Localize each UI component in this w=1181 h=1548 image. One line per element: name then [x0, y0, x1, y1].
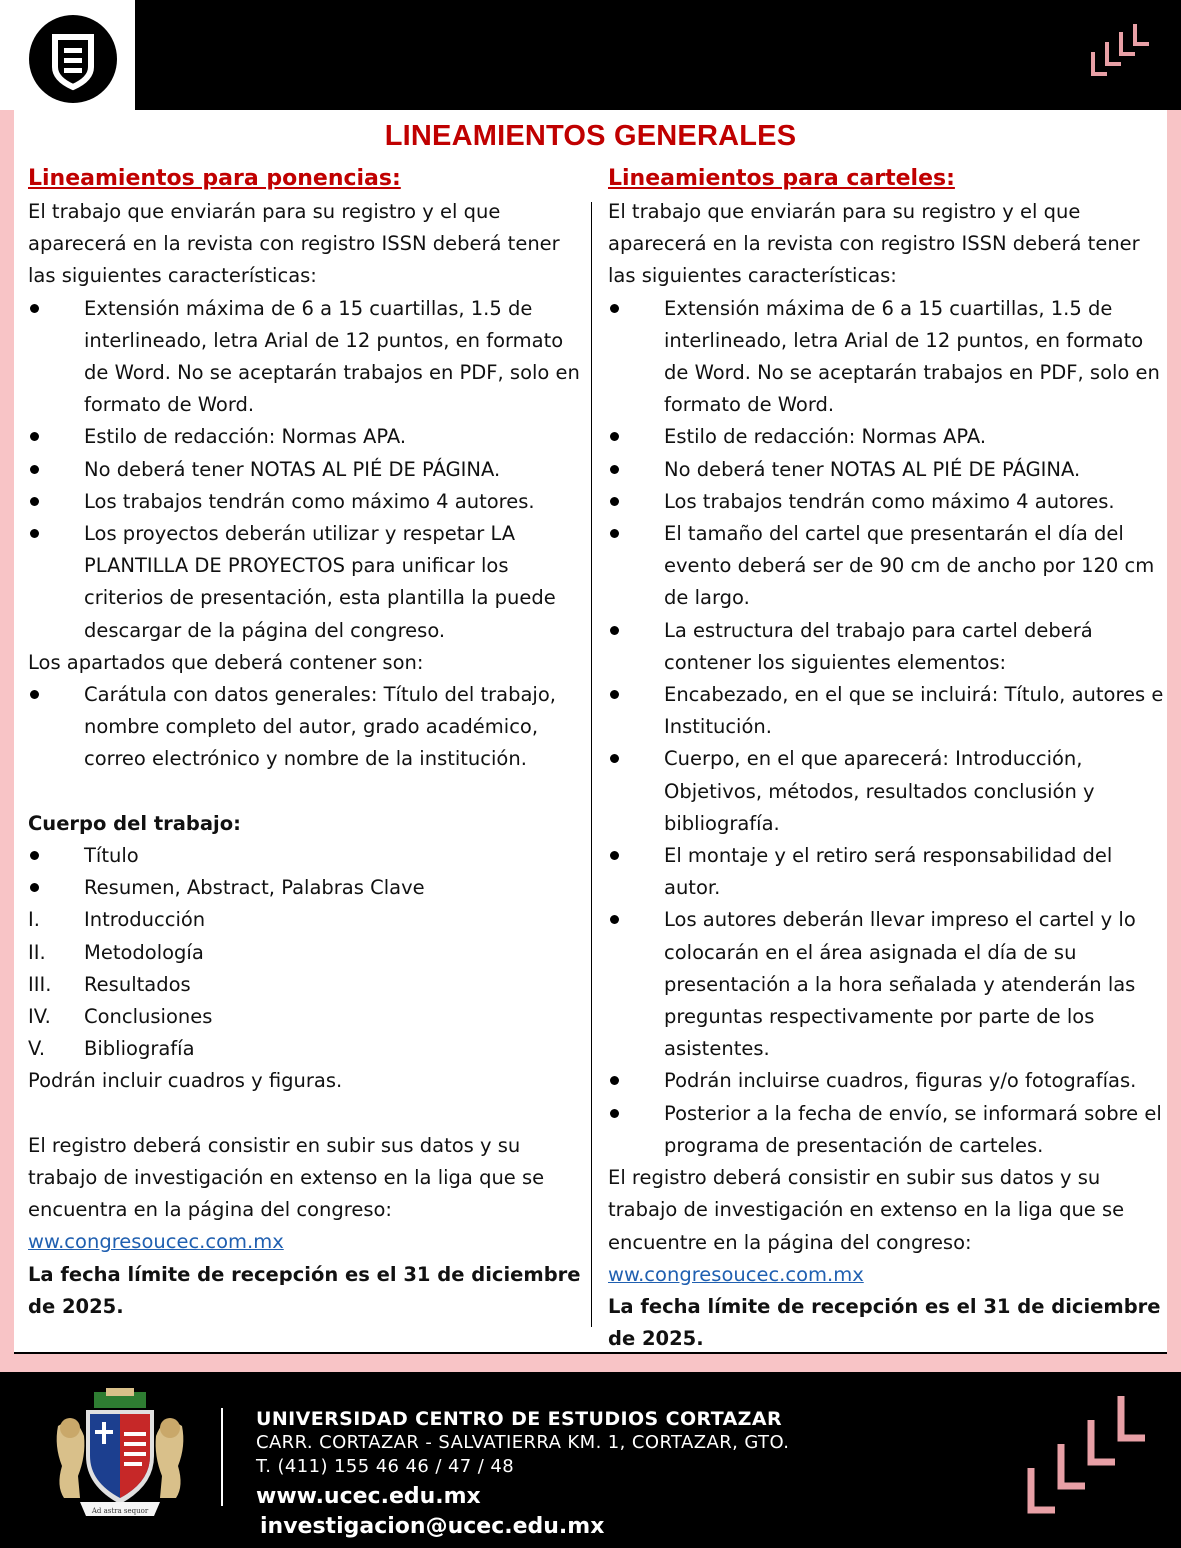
numbered-item — [28, 1001, 583, 1033]
list-item — [28, 454, 583, 486]
university-address: CARR. CORTAZAR - SALVATIERRA KM. 1, CORTAZAR, GTO. — [256, 1432, 790, 1453]
list-item-text: La estructura del trabajo para cartel deberá contener los siguientes elementos: — [664, 618, 1093, 674]
bullet-icon — [28, 679, 68, 711]
list-item — [28, 872, 583, 904]
numbered-marker: II. — [28, 940, 46, 964]
apartados-bullet-list — [28, 679, 583, 776]
ponencias-bullet-list — [28, 293, 583, 647]
list-item — [608, 1065, 1167, 1097]
list-item-text: Metodología — [84, 940, 204, 964]
list-item-text: Bibliografía — [84, 1037, 195, 1061]
list-item-text: Resultados — [84, 972, 191, 996]
column-divider — [591, 202, 592, 1327]
list-item — [28, 679, 583, 776]
document-page — [14, 110, 1167, 1353]
list-item-text: Encabezado, en el que se incluirá: Título, autores e Institución. — [664, 683, 1164, 739]
bullet-icon — [28, 454, 68, 486]
carteles-deadline: La fecha límite de recepción es el 31 de diciembre de 2025. — [608, 1294, 1161, 1351]
numbered-item — [28, 937, 583, 969]
cuerpo-numbered-list — [28, 904, 583, 1065]
list-item — [608, 743, 1167, 840]
bullet-icon — [28, 840, 68, 872]
list-item-text: Extensión máxima de 6 a 15 cuartillas, 1.5 de interlineado, letra Arial de 12 puntos, en formato de Word. No se aceptarán trabajos en PDF, solo en formato de Word. — [84, 296, 580, 417]
list-item-text: Resumen, Abstract, Palabras Clave — [84, 876, 425, 900]
list-item-text: Introducción — [84, 908, 206, 932]
bullet-icon — [608, 454, 648, 486]
bullet-icon — [608, 486, 648, 518]
list-item — [608, 454, 1167, 486]
list-item-text: Título — [84, 844, 139, 868]
university-email[interactable]: investigacion@ucec.edu.mx — [260, 1514, 605, 1539]
stairs-chevron-icon — [1089, 22, 1151, 80]
list-item-text: El montaje y el retiro será responsabilidad del autor. — [664, 844, 1113, 900]
carteles-column — [608, 162, 1167, 1353]
cuerpo-heading: Cuerpo del trabajo: — [28, 811, 241, 835]
bullet-icon — [608, 518, 648, 550]
numbered-marker: I. — [28, 908, 40, 932]
page-title: LINEAMIENTOS GENERALES — [384, 120, 797, 152]
numbered-marker: V. — [28, 1037, 46, 1061]
list-item-text: No deberá tener NOTAS AL PIÉ DE PÁGINA. — [664, 457, 1081, 481]
list-item — [608, 904, 1167, 1065]
pink-band — [0, 1354, 1181, 1372]
list-item — [608, 840, 1167, 904]
numbered-marker: IV. — [28, 1005, 51, 1029]
bullet-icon — [608, 840, 648, 872]
ponencias-deadline: La fecha límite de recepción es el 31 de diciembre de 2025. — [28, 1262, 581, 1318]
list-item — [608, 1098, 1167, 1162]
bullet-icon — [608, 421, 648, 453]
carteles-congress-link[interactable]: ww.congresoucec.com.mx — [608, 1262, 864, 1286]
bullet-icon — [608, 615, 648, 647]
numbered-item — [28, 969, 583, 1001]
apartados-intro: Los apartados que deberá contener son: — [28, 650, 424, 674]
figuras-note: Podrán incluir cuadros y figuras. — [28, 1069, 343, 1093]
bullet-icon — [28, 872, 68, 904]
bullet-icon — [28, 486, 68, 518]
list-item-text: Conclusiones — [84, 1005, 213, 1029]
university-phone: T. (411) 155 46 46 / 47 / 48 — [256, 1456, 515, 1477]
list-item — [608, 486, 1167, 518]
list-item-text: Podrán incluirse cuadros, figuras y/o fotografías. — [664, 1069, 1137, 1093]
list-item-text: Carátula con datos generales: Título del trabajo, nombre completo del autor, grado académico, correo electrónico y nombre de la institución. — [84, 683, 556, 771]
ponencias-column — [28, 162, 583, 1323]
list-item-text: El tamaño del cartel que presentarán el día del evento deberá ser de 90 cm de ancho por 120 cm de largo. — [664, 522, 1155, 610]
list-item — [608, 679, 1167, 743]
list-item — [28, 486, 583, 518]
list-item-text: Los trabajos tendrán como máximo 4 autores. — [664, 489, 1115, 513]
bullet-icon — [28, 421, 68, 453]
numbered-marker: III. — [28, 972, 52, 996]
bullet-icon — [28, 293, 68, 325]
university-crest-icon — [50, 1386, 190, 1526]
shield-document-icon — [27, 15, 119, 103]
logo-area — [0, 0, 135, 110]
carteles-bullet-list — [608, 293, 1167, 1162]
numbered-item — [28, 904, 583, 936]
stairs-chevron-icon — [1021, 1388, 1161, 1518]
footer — [0, 1372, 1181, 1548]
list-item-text: Los trabajos tendrán como máximo 4 autores. — [84, 489, 535, 513]
list-item-text: Estilo de redacción: Normas APA. — [664, 425, 987, 449]
list-item — [608, 421, 1167, 453]
list-item-text: Cuerpo, en el que aparecerá: Introducción, Objetivos, métodos, resultados conclusión y bibliografía. — [664, 747, 1095, 835]
bullet-icon — [608, 1065, 648, 1097]
ponencias-heading: Lineamientos para ponencias: — [28, 166, 401, 191]
university-name: UNIVERSIDAD CENTRO DE ESTUDIOS CORTAZAR — [256, 1408, 782, 1430]
bullet-icon — [608, 743, 648, 775]
carteles-heading: Lineamientos para carteles: — [608, 166, 955, 191]
list-item — [28, 421, 583, 453]
bullet-icon — [608, 679, 648, 711]
list-item — [28, 293, 583, 422]
footer-contact — [256, 1408, 789, 1541]
list-item-text: Extensión máxima de 6 a 15 cuartillas, 1.5 de interlineado, letra Arial de 12 puntos, en formato de Word. No se aceptarán trabajos en PDF, solo en formato de Word. — [664, 296, 1160, 417]
pink-margin-left — [0, 110, 14, 1372]
ponencias-congress-link[interactable]: ww.congresoucec.com.mx — [28, 1230, 284, 1254]
header-bar — [0, 0, 1181, 110]
footer-divider — [221, 1408, 223, 1506]
list-item — [608, 293, 1167, 422]
bullet-icon — [28, 518, 68, 550]
bullet-icon — [608, 293, 648, 325]
list-item-text: Los autores deberán llevar impreso el cartel y lo colocarán en el área asignada el día de su presentación a la hora señalada y atenderán las preguntas respectivamente por parte de los asistentes. — [664, 908, 1136, 1061]
crest-motto: Ad astra sequor — [91, 1507, 149, 1515]
list-item — [608, 518, 1167, 615]
bullet-icon — [608, 1098, 648, 1130]
list-item — [608, 615, 1167, 679]
numbered-item — [28, 1033, 583, 1065]
carteles-registro: El registro deberá consistir en subir sus datos y su trabajo de investigación en extenso en la liga que se encuentre en la página del congreso: — [608, 1166, 1125, 1254]
ponencias-intro: El trabajo que enviarán para su registro y el que aparecerá en la revista con registro ISSN deberá tener las siguientes características: — [28, 200, 560, 288]
list-item-text: Los proyectos deberán utilizar y respetar LA PLANTILLA DE PROYECTOS para unificar los criterios de presentación, esta plantilla la puede descargar de la página del congreso. — [84, 522, 556, 642]
list-item — [28, 840, 583, 872]
list-item-text: Posterior a la fecha de envío, se informará sobre el programa de presentación de carteles. — [664, 1101, 1162, 1157]
ponencias-registro: El registro deberá consistir en subir sus datos y su trabajo de investigación en extenso en la liga que se encuentra en la página del congreso: — [28, 1133, 545, 1222]
cuerpo-bullet-list — [28, 840, 583, 904]
pink-margin-right — [1167, 110, 1181, 1372]
carteles-intro: El trabajo que enviarán para su registro y el que aparecerá en la revista con registro ISSN deberá tener las siguientes características: — [608, 200, 1140, 288]
university-website[interactable]: www.ucec.edu.mx — [256, 1484, 481, 1509]
bullet-icon — [608, 904, 648, 936]
list-item — [28, 518, 583, 647]
list-item-text: No deberá tener NOTAS AL PIÉ DE PÁGINA. — [84, 457, 501, 481]
list-item-text: Estilo de redacción: Normas APA. — [84, 425, 407, 449]
